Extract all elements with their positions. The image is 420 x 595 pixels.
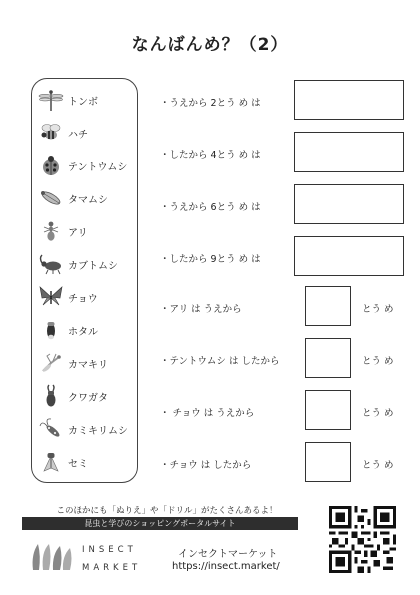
list-item xyxy=(38,449,138,475)
insect-list-panel xyxy=(31,78,138,483)
answer-box-8[interactable] xyxy=(305,442,351,482)
list-item xyxy=(38,87,138,113)
insect-name: チョウ xyxy=(68,293,98,305)
list-item xyxy=(38,383,138,409)
brand-name-top: INSECT xyxy=(82,545,137,555)
ant-icon xyxy=(38,218,64,244)
insect-name: カブトムシ xyxy=(68,260,118,272)
answer-box-1[interactable] xyxy=(294,80,404,120)
insect-name: セミ xyxy=(68,458,88,470)
question-3: ・うえから 6とう め は xyxy=(160,202,261,213)
insect-name: ホタル xyxy=(68,326,98,338)
insect-name: テントウムシ xyxy=(68,161,128,173)
question-8: ・チョウ は したから xyxy=(160,460,252,471)
list-item xyxy=(38,152,138,178)
unit-label: とう め xyxy=(362,408,394,419)
question-1: ・うえから 2とう め は xyxy=(160,98,261,109)
promo-text: このほかにも「ぬりえ」や「ドリル」がたくさんあるよ！ xyxy=(56,506,278,516)
insect-name: クワガタ xyxy=(68,392,108,404)
answer-box-4[interactable] xyxy=(294,236,404,276)
insect-name: カマキリ xyxy=(68,359,108,371)
unit-label: とう め xyxy=(362,356,394,367)
insect-name: カミキリムシ xyxy=(68,425,128,437)
ladybug-icon xyxy=(38,152,64,178)
stag-beetle-icon xyxy=(38,383,64,409)
list-item xyxy=(38,120,138,146)
insect-name: タマムシ xyxy=(68,194,108,206)
question-2: ・したから 4とう め は xyxy=(160,150,261,161)
insect-name: アリ xyxy=(68,227,88,239)
firefly-icon xyxy=(38,317,64,343)
question-7: ・ チョウ は うえから xyxy=(160,408,255,419)
answer-box-3[interactable] xyxy=(294,184,404,224)
answer-box-7[interactable] xyxy=(305,390,351,430)
bee-icon xyxy=(38,120,64,146)
longhorn-beetle-icon xyxy=(38,416,64,442)
dragonfly-icon xyxy=(38,87,64,113)
answer-box-6[interactable] xyxy=(305,338,351,378)
question-5: ・アリ は うえから xyxy=(160,304,242,315)
question-4: ・したから 9とう め は xyxy=(160,254,261,265)
list-item xyxy=(38,251,138,277)
rhinoceros-beetle-icon xyxy=(38,251,64,277)
list-item xyxy=(38,350,138,376)
question-6: ・テントウムシ は したから xyxy=(160,356,280,367)
qr-code-icon[interactable] xyxy=(329,506,396,573)
list-item xyxy=(38,218,138,244)
mantis-icon xyxy=(38,350,64,376)
cicada-icon xyxy=(38,449,64,475)
list-item xyxy=(38,185,138,211)
jewel-beetle-icon xyxy=(38,185,64,211)
shop-url-link[interactable]: https://insect.market/ xyxy=(172,561,280,572)
list-item xyxy=(38,284,138,310)
page-title: なんばんめ？（2） xyxy=(131,35,289,55)
list-item xyxy=(38,416,138,442)
insect-name: トンボ xyxy=(68,96,98,108)
unit-label: とう め xyxy=(362,460,394,471)
answer-box-2[interactable] xyxy=(294,132,404,172)
shop-name: インセクトマーケット xyxy=(178,549,278,560)
insect-market-logo xyxy=(30,540,76,576)
list-item xyxy=(38,317,138,343)
brand-name-bottom: MARKET xyxy=(82,563,142,573)
insect-name: ハチ xyxy=(68,129,88,141)
butterfly-icon xyxy=(38,284,64,310)
footer-banner: 昆虫と学びのショッピングポータルサイト xyxy=(22,517,298,530)
answer-box-5[interactable] xyxy=(305,286,351,326)
unit-label: とう め xyxy=(362,304,394,315)
